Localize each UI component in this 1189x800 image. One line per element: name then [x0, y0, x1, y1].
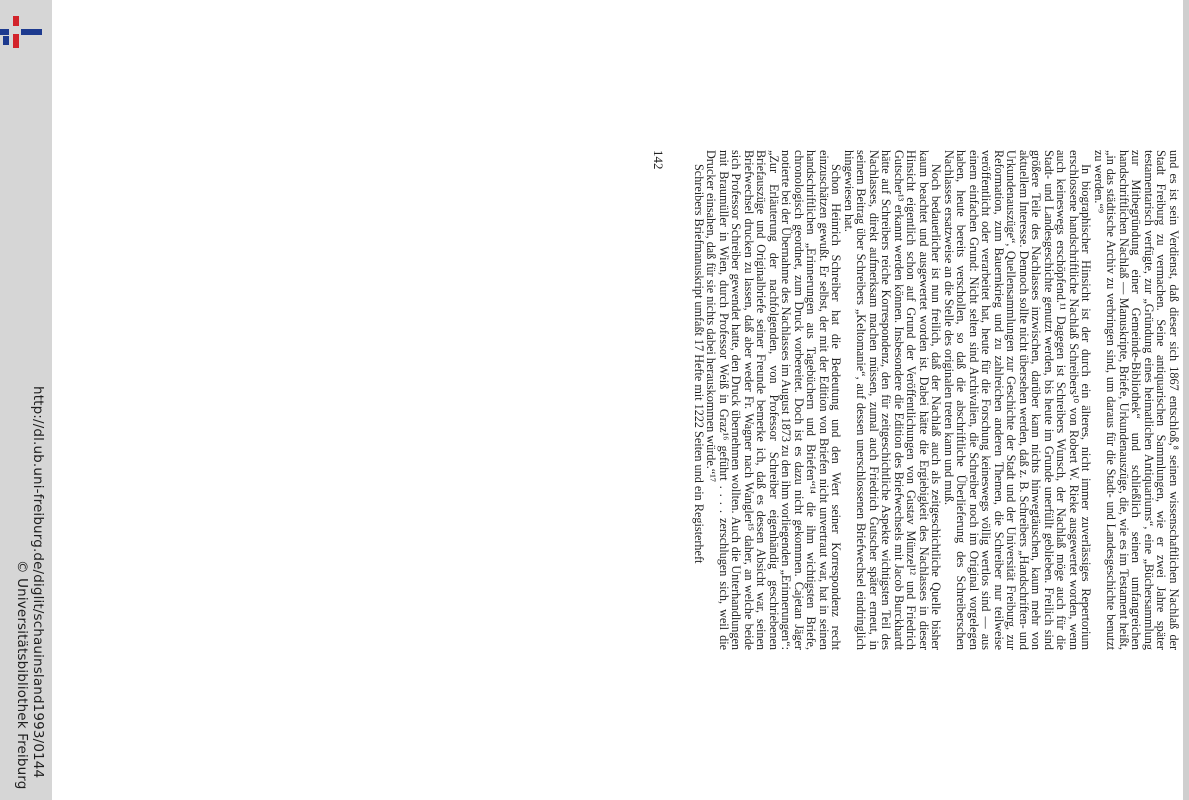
- paragraph-3: Noch bedauerlicher ist nun freilich, daß der Nachlaß auch als zeitgeschichtliche Quelle bisher kaum beachtet und ausgewertet worden ist. Dabei hätte die Ergiebigkeit des Nachlasses in dieser Hinsicht eigentlich schon auf Grund der Veröffentlichungen von Gustav Münzel¹² und Friedrich Gutscher¹³ erkannt werden können. Insbesondere die Edition des Briefwechsels mit Jacob Burckhardt hätte auf Schreibers reiche Korrespondenz, den für zeitgeschichtliche Aspekte wichtigsten Teil des Nachlasses, direkt aufmerksam machen müssen, zumal auch Friedrich Gutscher später erneut, in seinem Beitrag über Schreibers „Keltomanie“, auf dessen unerschlossenen Briefwechsel eindringlich hingewiesen hat.: [842, 150, 944, 650]
- copyright-notice: © Universitätsbibliothek Freiburg: [14, 560, 30, 790]
- sidebar: [0, 0, 52, 800]
- scanned-page: [240, 150, 1180, 650]
- paragraph-5: Schreibers Briefmanuskript umfaßt 17 Hefte mit 1222 Seiten und ein Registerheft: [692, 164, 706, 564]
- university-logo[interactable]: [0, 16, 44, 50]
- page-number: 142: [651, 150, 667, 170]
- paragraph-4: Schon Heinrich Schreiber hat die Bedeutung und den Wert seiner Korrespondenz recht einzuschätzen gewußt. Er selbst, der mit der Edition von Briefen nicht unvertraut war, hat in seinen handschriftlichen „Erinnerungen aus Tagebüchern und Briefen“¹⁴ die ihm wichtigsten Briefe, chronologisch geordnet, zum Druck vorbereitet. Doch ist es dazu nicht gekommen. Cajetan Jäger notierte bei der Übernahme des Nachlasses im August 1873 zu den ihm vorliegenden „Erinnerungen“: „Zur Erläuterung der nachfolgenden, von Professor Schreiber eigenhändig geschriebenen Briefauszüge und Originalbriefe seiner Freunde bemerke ich, daß es dessen Absicht war, seinen Briefwechsel drucken zu lassen, daß aber weder Fr. Wagner nach Wangler¹⁵ daher, an welche beide sich Professor Schreiber gewendet hatte, den Druck übernehmen wollten. Auch die Unterhandlungen mit Braumüller in Wien, durch Professor Weiß in Graz¹⁶ geführt . . . . zerschlugen sich, weil die Drucker einsahen, daß für sie nichts dabei herauskommen würde.“¹⁷: [704, 150, 844, 650]
- scrollbar[interactable]: [1183, 0, 1189, 800]
- paragraph-1: und es ist sein Verdienst, daß dieser sich 1867 entschloß,⁸ seinen wissenschaftlichen Nachlaß der Stadt Freiburg zu vermachen. Seine antiquarischen Sammlungen, wie er zwei Jahre später testamentarisch verfügte, zur „Gründung eines heimatlichen Antiquariums“, eine „Büchersammlung zur Mitbegründung einer Gemeinde-Bibliothek“ und schließlich seinen umfangreichen handschriftlichen Nachlaß — Manuskripte, Briefe, Urkundenauszüge, die, wie es im Testament heißt, „in das städtische Archiv zu verbringen sind, um daraus für die Stadt- und Landesgeschichte benutzt zu werden.“⁹: [1092, 150, 1181, 650]
- paragraph-2: In biographischer Hinsicht ist der durch ein älteres, nicht immer zuverlässiges Repertorium erschlossene handschriftliche Nachlaß Schreibers¹⁰ von Robert W. Rieke ausgewertet worden, wenn auch keineswegs erschöpfend.¹¹ Dagegen ist Schreibers Wunsch, der Nachlaß möge auch für die Stadt- und Landesgeschichte genutzt werden, bis heute im Grunde unerfüllt geblieben. Freilich sind größere Teile des Nachlasses inzwischen, darüber kann nichts hinwegtäuschen, kaum mehr von aktuellem Interesse. Dennoch sollte nicht übersehen werden, daß z. B. Schreibers „Handschriften- und Urkundenauszüge“, Quellensammlungen zur Geschichte der Stadt und der Universität Freiburg, zur Reformation, zum Bauernkrieg und zu zahlreichen anderen Themen, die Schreiber nur teilweise veröffentlicht oder verarbeitet hat, heute für die Forschung keineswegs völlig wertlos sind — aus einem einfachen Grund: Nicht selten sind Archivalien, die Schreiber noch im Original vorgelegen haben, heute bereits verschollen, so daß die abschriftliche Überlieferung des Schreiberschen Nachlasses ersatzweise an die Stelle des originalen treten kann und muß.: [942, 150, 1094, 650]
- document-url[interactable]: http://dl.ub.uni-freiburg.de/diglit/schauinsland1993/0144: [30, 386, 46, 779]
